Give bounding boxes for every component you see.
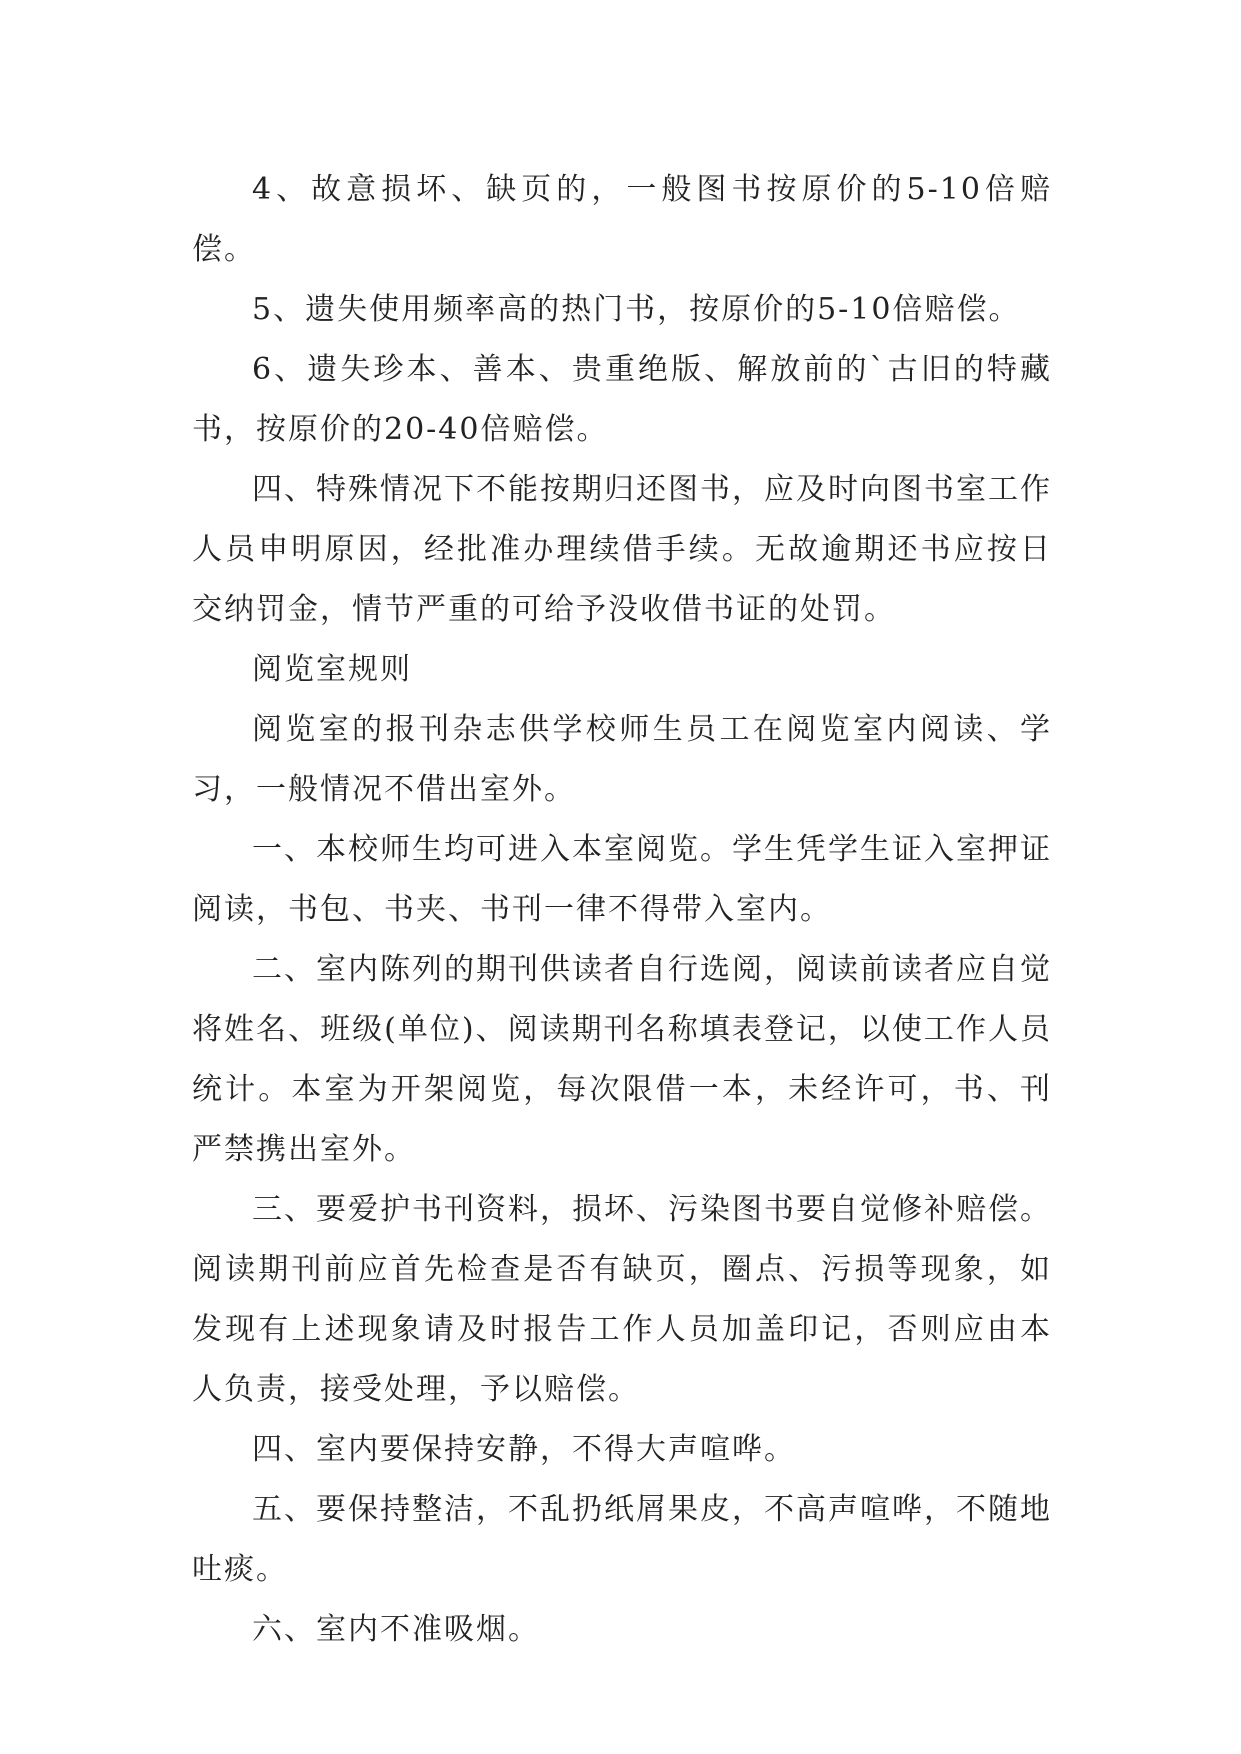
- section-heading: 阅览室规则: [252, 652, 412, 687]
- paragraph-item-5: 5、遗失使用频率高的热门书，按原价的5-10倍赔偿。: [252, 292, 1021, 327]
- rule-1: 一、本校师生均可进入本室阅览。学生凭学生证入室押证阅读，书包、书夹、书刊一律不得带入室内。: [192, 832, 1052, 927]
- paragraph-item-6: 6、遗失珍本、善本、贵重绝版、解放前的`古旧的特藏书，按原价的20-40倍赔偿。: [192, 352, 1052, 447]
- rule-3: 三、要爱护书刊资料，损坏、污染图书要自觉修补赔偿。阅读期刊前应首先检查是否有缺页，圈点、污损等现象，如发现有上述现象请及时报告工作人员加盖印记，否则应由本人负责，接受处理，予以赔偿。: [192, 1192, 1052, 1407]
- rule-5: 五、要保持整洁，不乱扔纸屑果皮，不高声喧哗，不随地吐痰。: [192, 1492, 1052, 1587]
- document-body: [192, 160, 1052, 1660]
- rule-4: 四、室内要保持安静，不得大声喧哗。: [252, 1432, 796, 1467]
- paragraph-section-4: 四、特殊情况下不能按期归还图书，应及时向图书室工作人员申明原因，经批准办理续借手续。无故逾期还书应按日交纳罚金，情节严重的可给予没收借书证的处罚。: [192, 472, 1052, 627]
- paragraph-item-4: 4、故意损坏、缺页的，一般图书按原价的5-10倍赔偿。: [192, 172, 1052, 267]
- paragraph-intro: 阅览室的报刊杂志供学校师生员工在阅览室内阅读、学习，一般情况不借出室外。: [192, 712, 1052, 807]
- rule-6: 六、室内不准吸烟。: [252, 1612, 540, 1647]
- rule-2: 二、室内陈列的期刊供读者自行选阅，阅读前读者应自觉将姓名、班级(单位)、阅读期刊名称填表登记，以使工作人员统计。本室为开架阅览，每次限借一本，未经许可，书、刊严禁携出室外。: [192, 952, 1052, 1167]
